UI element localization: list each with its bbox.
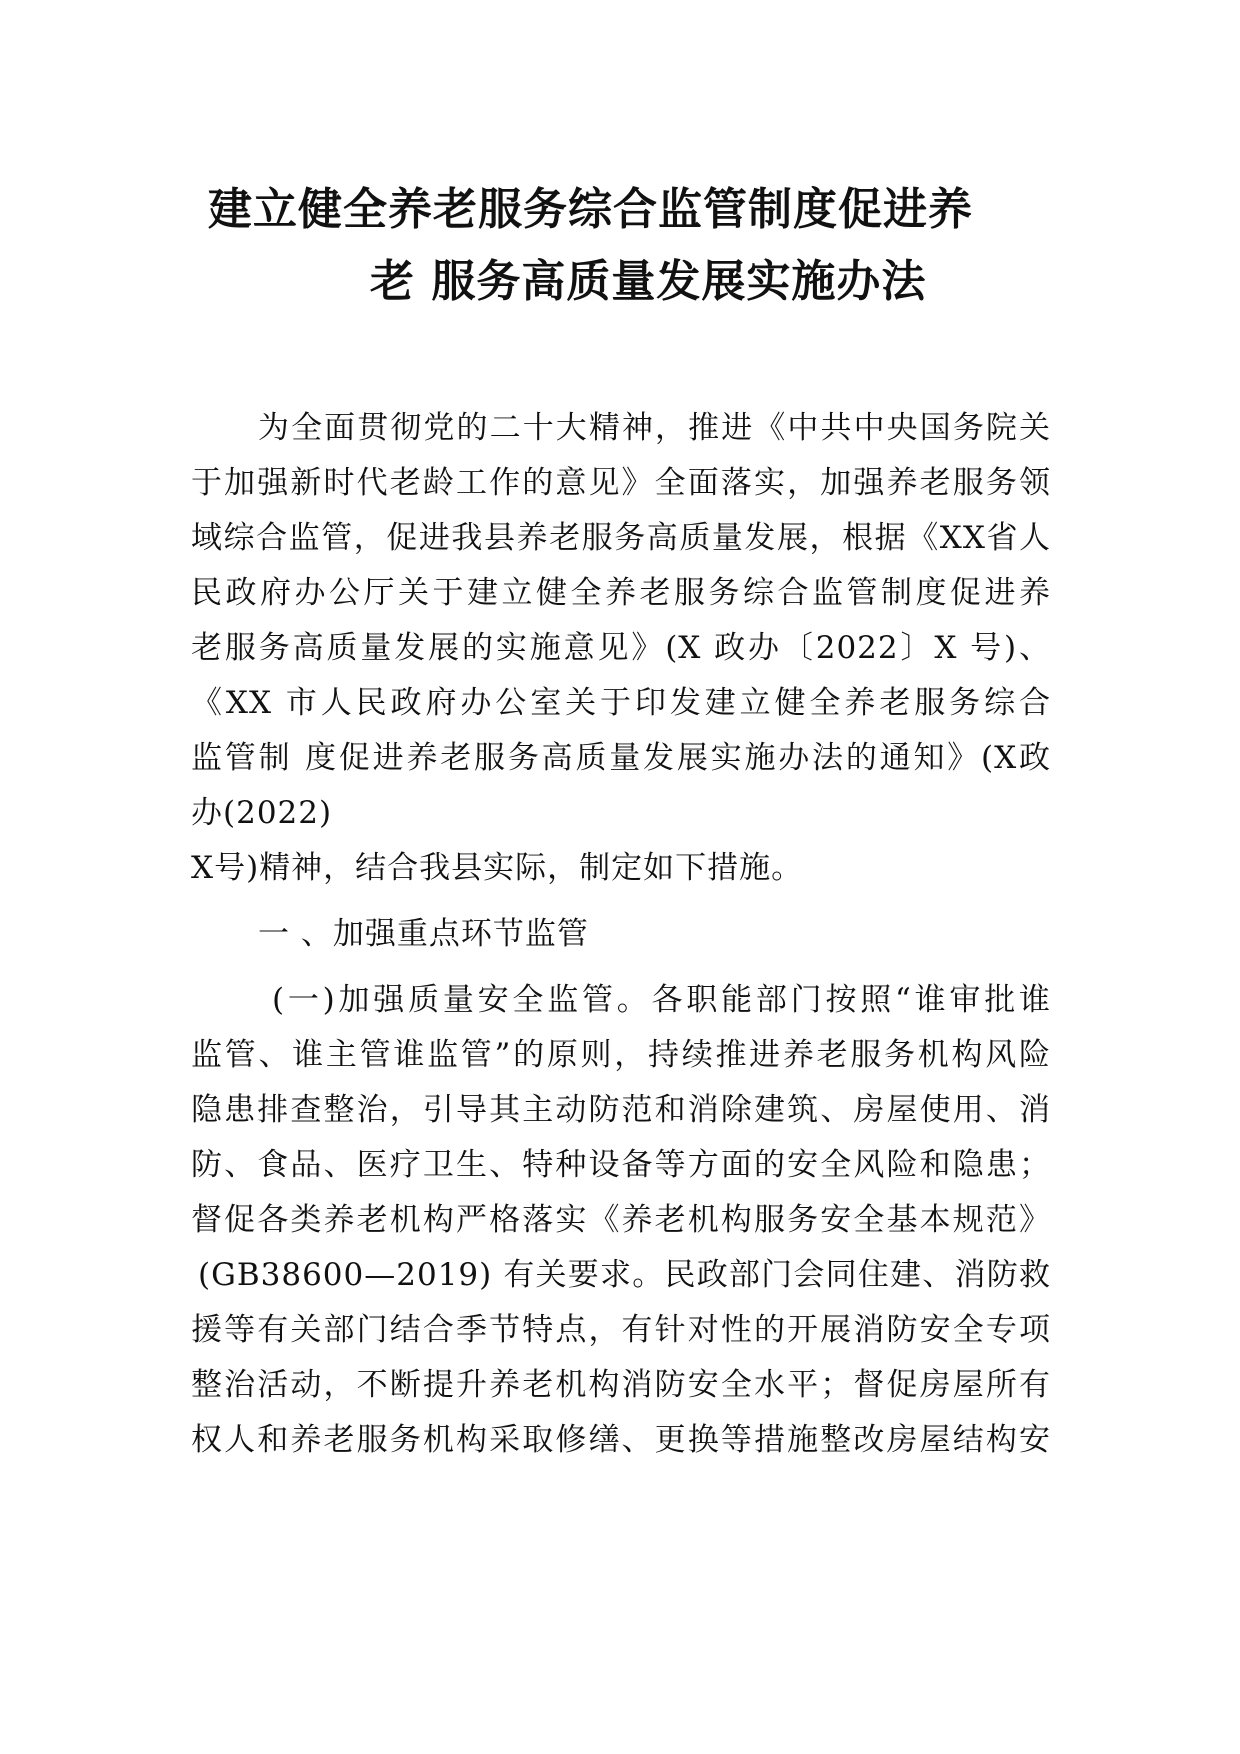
intro-line: 民政府办公厅关于建立健全养老服务综合监管制度促进养 xyxy=(191,575,1051,611)
intro-line: 于加强新时代老龄工作的意见》全面落实，加强养老服务领 xyxy=(191,465,1051,501)
intro-line: X号)精神，结合我县实际，制定如下措施。 xyxy=(191,850,804,886)
section-item-line: 监管、谁主管谁监管”的原则，持续推进养老服务机构风险 xyxy=(191,1037,1051,1073)
section-item-line: 整治活动，不断提升养老机构消防安全水平；督促房屋所有 xyxy=(191,1367,1051,1403)
section-item-line: 权人和养老服务机构采取修缮、更换等措施整改房屋结构安 xyxy=(191,1422,1051,1458)
intro-line: 《XX 市人民政府办公室关于印发建立健全养老服务综合 xyxy=(191,685,1051,721)
section-item-line: (GB38600—2019) 有关要求。民政部门会同住建、消防救 xyxy=(198,1257,1051,1293)
intro-line: 域综合监管，促进我县养老服务高质量发展，根据《XX省人 xyxy=(191,520,1051,556)
section-item-line: (一)加强质量安全监管。各职能部门按照“谁审批谁 xyxy=(272,982,1051,1018)
section-item-line: 督促各类养老机构严格落实《养老机构服务安全基本规范》 xyxy=(191,1202,1051,1238)
intro-line: 老服务高质量发展的实施意见》(X 政办〔2022〕X 号)、 xyxy=(191,630,1051,666)
intro-line: 为全面贯彻党的二十大精神，推进《中共中央国务院关 xyxy=(258,410,1051,446)
document-title-line-1: 建立健全养老服务综合监管制度促进养 xyxy=(208,184,973,235)
section-item-line: 援等有关部门结合季节特点，有针对性的开展消防安全专项 xyxy=(191,1312,1051,1348)
section-item-line: 防、食品、医疗卫生、特种设备等方面的安全风险和隐患； xyxy=(191,1147,1051,1183)
section-item-line: 隐患排查整治，引导其主动防范和消除建筑、房屋使用、消 xyxy=(191,1092,1051,1128)
intro-line: 监管制 度促进养老服务高质量发展实施办法的通知》(X政 xyxy=(191,740,1051,776)
document-title-line-2: 老 服务高质量发展实施办法 xyxy=(370,256,927,307)
intro-line: 办(2022) xyxy=(191,795,333,831)
section-heading: 一 、加强重点环节监管 xyxy=(258,916,589,952)
